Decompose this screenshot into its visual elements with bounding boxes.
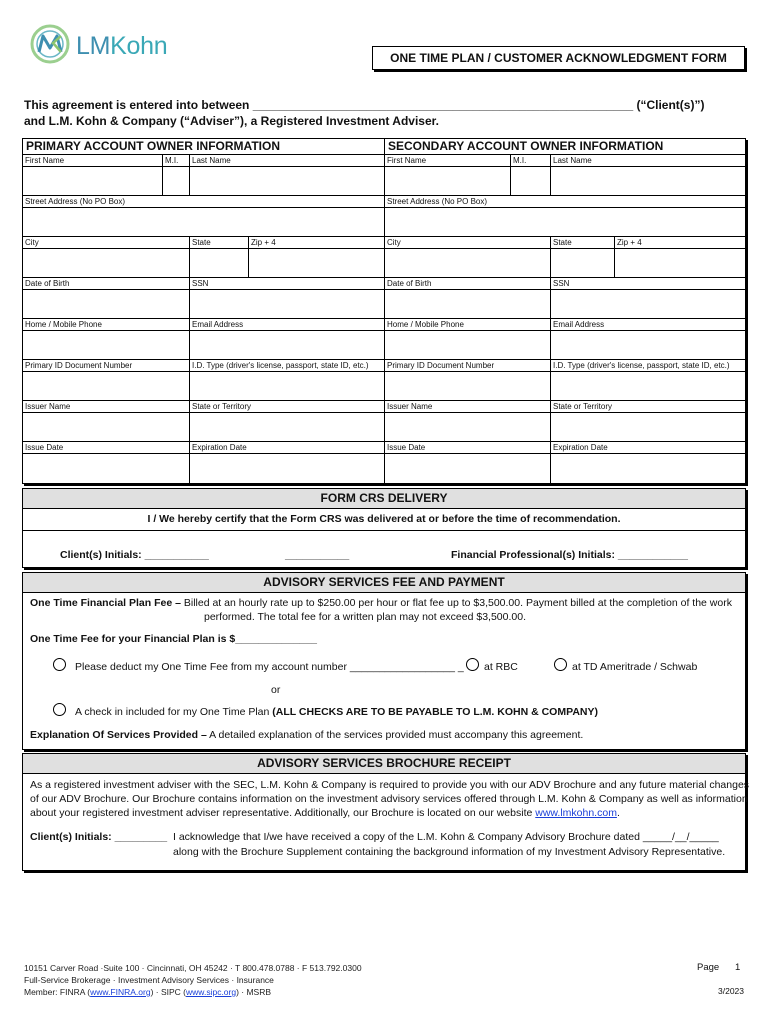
secondary-owner-heading: SECONDARY ACCOUNT OWNER INFORMATION — [388, 139, 664, 153]
crs-fp-initials-field[interactable]: Financial Professional(s) Initials: ____________ — [451, 549, 688, 561]
check-payment-radio[interactable] — [53, 703, 66, 716]
page-footer — [24, 962, 362, 998]
or-separator: or — [271, 684, 281, 696]
secondary-dob-field[interactable]: Date of Birth — [385, 278, 551, 318]
primary-state-field[interactable]: State — [190, 237, 249, 277]
plan-fee-description-cont: performed. The total fee for a written plan may not exceed $3,500.00. — [204, 611, 526, 623]
logo-wordmark: LMKohn — [76, 32, 168, 60]
at-td-schwab-label: at TD Ameritrade / Schwab — [572, 661, 698, 673]
secondary-state-field[interactable]: State — [551, 237, 615, 277]
primary-issuer-field[interactable]: Issuer Name — [23, 401, 190, 441]
primary-last-name-field[interactable]: Last Name — [190, 155, 385, 195]
secondary-mi-field[interactable]: M.I. — [511, 155, 551, 195]
brochure-para-line-2: of our ADV Brochure. Our Brochure contains information on the investment advisory services offered through L.M. Kohn & Company as well as information — [30, 793, 748, 805]
brochure-para-line-3: about your registered investment adviser representative. Additionally, our Brochure is located on our website www.lmkohn.com. — [30, 807, 620, 819]
secondary-last-name-field[interactable]: Last Name — [551, 155, 745, 195]
secondary-ssn-field[interactable]: SSN — [551, 278, 745, 318]
website-link[interactable]: www.lmkohn.com — [535, 807, 617, 819]
secondary-city-field[interactable]: City — [385, 237, 551, 277]
form-title: ONE TIME PLAN / CUSTOMER ACKNOWLEDGMENT FORM — [372, 46, 745, 70]
explanation-of-services: Explanation Of Services Provided – A detailed explanation of the services provided must accompany this agreement. — [30, 729, 584, 741]
brochure-receipt-section — [22, 753, 750, 871]
agreement-line-2: and L.M. Kohn & Company (“Adviser”), a Registered Investment Adviser. — [24, 114, 439, 128]
primary-issue-date-field[interactable]: Issue Date — [23, 442, 190, 483]
brochure-ack-line-2: along with the Brochure Supplement containing the background information of my Investment Advisory Representative. — [173, 846, 726, 858]
primary-first-name-field[interactable]: First Name — [23, 155, 163, 195]
deduct-fee-radio[interactable] — [53, 658, 66, 671]
primary-id-doc-field[interactable]: Primary ID Document Number — [23, 360, 190, 400]
secondary-state-territory-field[interactable]: State or Territory — [551, 401, 745, 441]
secondary-id-doc-field[interactable]: Primary ID Document Number — [385, 360, 551, 400]
primary-zip-field[interactable]: Zip + 4 — [249, 237, 385, 277]
brochure-para-line-1: As a registered investment adviser with the SEC, L.M. Kohn & Company is required to provide you with our ADV Brochure and any future material changes — [30, 779, 750, 791]
primary-email-field[interactable]: Email Address — [190, 319, 385, 359]
company-logo — [28, 22, 188, 72]
form-crs-heading: FORM CRS DELIVERY — [23, 489, 745, 509]
footer-membership: Member: FINRA (www.FINRA.org) · SIPC (www.sipc.org) · MSRB — [24, 987, 272, 997]
finra-link[interactable]: www.FINRA.org — [90, 987, 151, 997]
secondary-street-field[interactable]: Street Address (No PO Box) — [385, 196, 745, 236]
plan-fee-description: One Time Financial Plan Fee – Billed at an hourly rate up to $250.00 per hour or flat fee up to $3,500.00. Payment billed at the completion of the work — [30, 597, 732, 609]
fee-payment-section — [22, 572, 746, 750]
secondary-email-field[interactable]: Email Address — [551, 319, 745, 359]
form-revision-date: 3/2023 — [718, 986, 744, 996]
account-owner-grid — [22, 138, 746, 484]
secondary-issuer-field[interactable]: Issuer Name — [385, 401, 551, 441]
sipc-link[interactable]: www.sipc.org — [186, 987, 237, 997]
one-time-fee-field[interactable]: One Time Fee for your Financial Plan is $______________ — [30, 633, 317, 645]
at-rbc-radio[interactable] — [466, 658, 479, 671]
primary-id-type-field[interactable]: I.D. Type (driver's license, passport, state ID, etc.) — [190, 360, 385, 400]
footer-address: 10151 Carver Road ·Suite 100 · Cincinnati, OH 45242 · T 800.478.0788 · F 513.792.0300 — [24, 963, 362, 973]
crs-client-initials-field[interactable]: Client(s) Initials: ___________ — [60, 549, 209, 561]
primary-mi-field[interactable]: M.I. — [163, 155, 190, 195]
logo-mark-icon — [28, 22, 72, 66]
primary-dob-field[interactable]: Date of Birth — [23, 278, 190, 318]
secondary-first-name-field[interactable]: First Name — [385, 155, 511, 195]
secondary-zip-field[interactable]: Zip + 4 — [615, 237, 745, 277]
brochure-client-initials-field[interactable]: Client(s) Initials: _________ — [30, 831, 168, 843]
primary-ssn-field[interactable]: SSN — [190, 278, 385, 318]
crs-client-initials-second-field[interactable]: ___________ — [285, 549, 350, 561]
secondary-expiration-field[interactable]: Expiration Date — [551, 442, 745, 483]
primary-state-territory-field[interactable]: State or Territory — [190, 401, 385, 441]
agreement-statement — [24, 97, 704, 129]
primary-city-field[interactable]: City — [23, 237, 190, 277]
page-indicator — [697, 962, 741, 973]
fee-payment-heading: ADVISORY SERVICES FEE AND PAYMENT — [23, 573, 745, 593]
agreement-line-1: This agreement is entered into between _________________________________________________________ (“Client(s)”) — [24, 98, 705, 112]
check-payment-label: A check in included for my One Time Plan (ALL CHECKS ARE TO BE PAYABLE TO L.M. KOHN & COMPANY) — [75, 706, 598, 718]
at-rbc-label: at RBC — [484, 661, 518, 673]
at-td-schwab-radio[interactable] — [554, 658, 567, 671]
secondary-id-type-field[interactable]: I.D. Type (driver's license, passport, state ID, etc.) — [551, 360, 745, 400]
primary-phone-field[interactable]: Home / Mobile Phone — [23, 319, 190, 359]
secondary-phone-field[interactable]: Home / Mobile Phone — [385, 319, 551, 359]
footer-services: Full-Service Brokerage · Investment Advisory Services · Insurance — [24, 975, 274, 985]
secondary-issue-date-field[interactable]: Issue Date — [385, 442, 551, 483]
primary-owner-heading: PRIMARY ACCOUNT OWNER INFORMATION — [23, 139, 385, 154]
primary-expiration-field[interactable]: Expiration Date — [190, 442, 385, 483]
brochure-ack-line-1: I acknowledge that I/we have received a copy of the L.M. Kohn & Company Advisory Brochure dated _____/__/_____ — [173, 831, 719, 843]
deduct-fee-label: Please deduct my One Time Fee from my account number __________________ _ — [75, 661, 464, 673]
page-label: Page — [697, 962, 720, 973]
form-crs-certification: I / We hereby certify that the Form CRS was delivered at or before the time of recommendation. — [23, 509, 745, 531]
page-number: 1 — [735, 962, 741, 973]
form-crs-section — [22, 488, 746, 568]
brochure-receipt-heading: ADVISORY SERVICES BROCHURE RECEIPT — [23, 754, 745, 774]
primary-street-field[interactable]: Street Address (No PO Box) — [23, 196, 385, 236]
